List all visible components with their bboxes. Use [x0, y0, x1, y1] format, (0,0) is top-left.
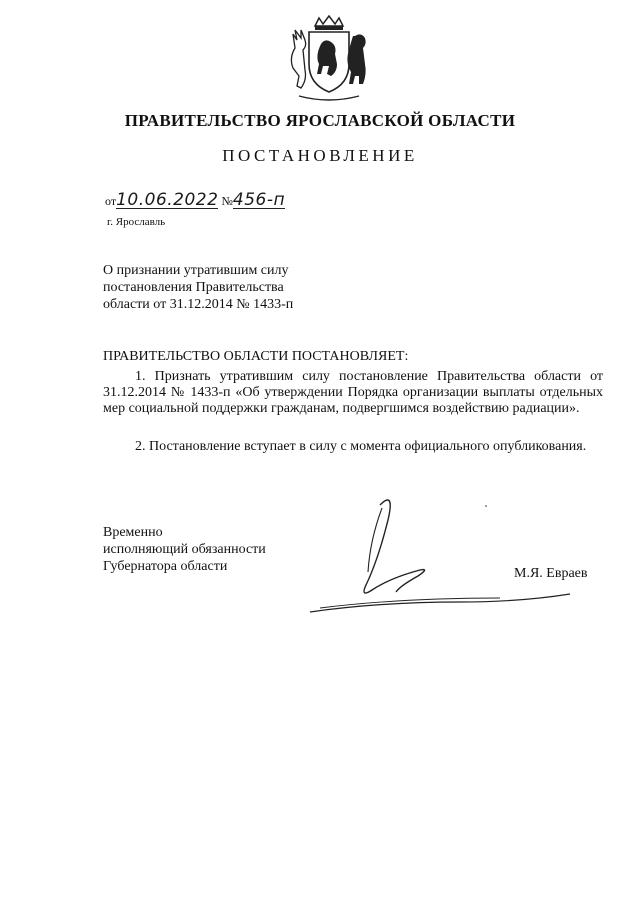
paragraph-1 — [103, 369, 603, 417]
paragraph-2-text: 2. Постановление вступает в силу с момента официального опубликования. — [135, 439, 587, 454]
decree-heading: ПРАВИТЕЛЬСТВО ОБЛАСТИ ПОСТАНОВЛЯЕТ: — [103, 349, 409, 364]
date-number-row — [105, 190, 286, 210]
city: г. Ярославль — [107, 216, 166, 228]
handwritten-number: 456-п — [232, 190, 286, 210]
subject-line: постановления Правительства — [103, 280, 284, 295]
signer-position-line: Временно — [103, 525, 163, 540]
document-subject — [103, 262, 293, 313]
subject-line: области от 31.12.2014 № 1433-п — [103, 297, 294, 312]
signer-position-line: Губернатора области — [103, 559, 228, 574]
number-prefix: № — [221, 194, 233, 208]
handwritten-date: 10.06.2022 — [116, 190, 219, 210]
handwritten-signature — [300, 490, 580, 620]
signer-position-line: исполняющий обязанности — [103, 542, 266, 557]
paragraph-1-text: 1. Признать утратившим силу постановление Правительства области от 31.12.2014 № 1433-п «Об утверждении Порядка организации выплаты отдельных мер социальной поддержки гражданам, подвергшимся воздействию радиации». — [103, 369, 603, 416]
signer-position — [103, 524, 266, 575]
subject-line: О признании утратившим силу — [103, 263, 289, 278]
signer-name: М.Я. Евраев — [514, 566, 588, 581]
document-type: ПОСТАНОВЛЕНИЕ — [222, 146, 418, 165]
paragraph-2 — [103, 439, 603, 455]
date-prefix: от — [105, 194, 117, 208]
government-title: ПРАВИТЕЛЬСТВО ЯРОСЛАВСКОЙ ОБЛАСТИ — [124, 111, 516, 130]
coat-of-arms-icon — [285, 14, 373, 102]
